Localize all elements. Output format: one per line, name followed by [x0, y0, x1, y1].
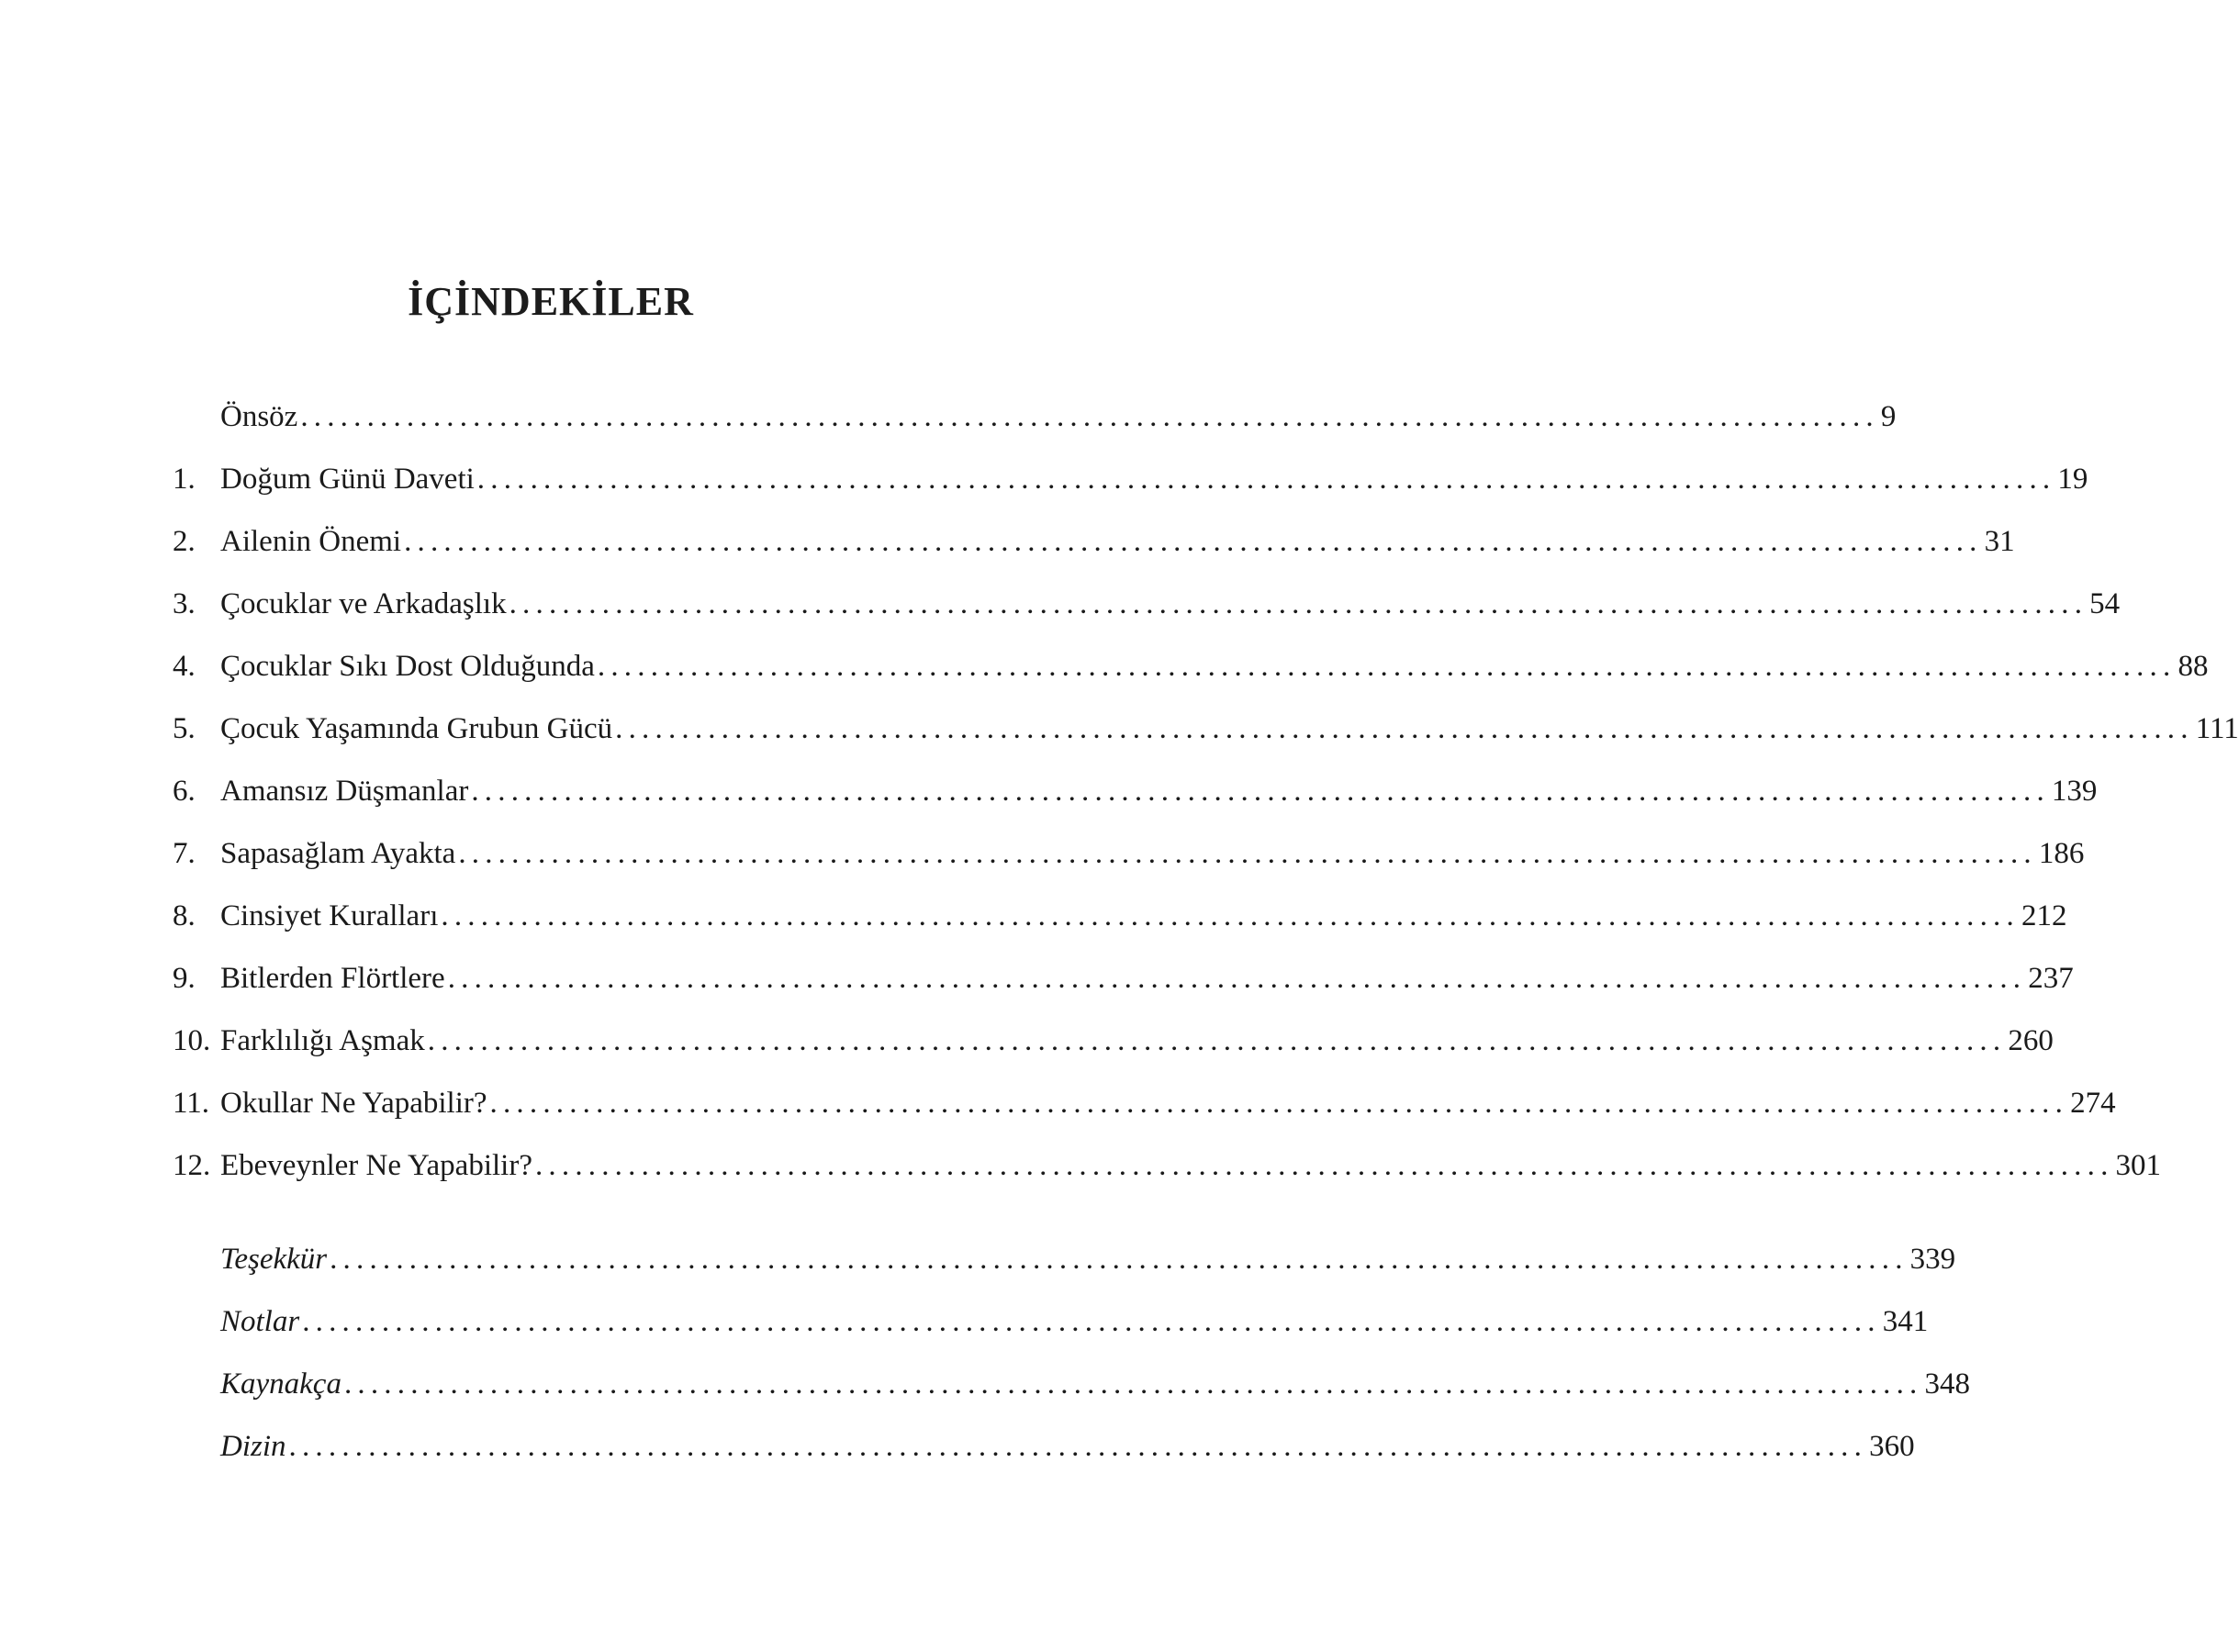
dot-leader: ....................................................................................................................... — [447, 962, 2027, 995]
toc-entry-title: Ebeveynler Ne Yapabilir? — [220, 1149, 532, 1182]
toc-entry-number: 4. — [173, 650, 196, 683]
dot-leader: ....................................................................................................................... — [509, 587, 2088, 620]
toc-entry-page: 31 — [1984, 525, 2015, 558]
toc-entry-chapter-5[interactable] — [173, 710, 2239, 747]
toc-entry-title: Dizin — [220, 1430, 286, 1463]
page-title: İÇİNDEKİLER — [408, 279, 694, 325]
toc-entry-number: 2. — [173, 525, 196, 558]
toc-entry-page: 237 — [2028, 962, 2074, 995]
toc-entry-number: 7. — [173, 837, 196, 870]
dot-leader: ....................................................................................................................... — [534, 1149, 2114, 1182]
toc-entry-notlar[interactable] — [173, 1303, 1929, 1340]
toc-entry-page: 212 — [2021, 899, 2067, 932]
toc-entry-title: Farklılığı Aşmak — [220, 1024, 425, 1057]
dot-leader: ....................................................................................................................... — [300, 400, 1879, 433]
toc-entry-page: 54 — [2089, 587, 2121, 620]
toc-entry-tesekkur[interactable] — [173, 1241, 1956, 1278]
toc-entry-number: 12. — [173, 1149, 211, 1182]
toc-entry-page: 360 — [1869, 1430, 1915, 1463]
toc-entry-number: 3. — [173, 587, 196, 620]
dot-leader: ....................................................................................................................... — [597, 650, 2177, 683]
toc-entry-number: 5. — [173, 712, 196, 745]
toc-entry-title: Önsöz — [220, 400, 298, 433]
toc-entry-chapter-3[interactable] — [173, 586, 2121, 622]
toc-entry-chapter-11[interactable] — [173, 1085, 2116, 1122]
toc-entry-number: 8. — [173, 899, 196, 932]
toc-entry-page: 341 — [1882, 1305, 1929, 1338]
toc-entry-number: 10. — [173, 1024, 211, 1057]
toc-entry-title: Sapasağlam Ayakta — [220, 837, 456, 870]
toc-entry-page: 19 — [2057, 463, 2088, 496]
toc-entry-page: 139 — [2051, 775, 2098, 808]
dot-leader: ....................................................................................................................... — [404, 525, 1983, 558]
dot-leader: ....................................................................................................................... — [288, 1430, 1868, 1463]
toc-entry-page: 301 — [2115, 1149, 2162, 1182]
toc-entry-title: Doğum Günü Daveti — [220, 463, 475, 496]
toc-entry-page: 348 — [1924, 1367, 1971, 1401]
toc-entry-chapter-10[interactable] — [173, 1022, 2054, 1059]
toc-entry-chapter-4[interactable] — [173, 648, 2209, 685]
dot-leader: ....................................................................................................................... — [330, 1243, 1909, 1276]
toc-entry-title: Amansız Düşmanlar — [220, 775, 469, 808]
toc-entry-dizin[interactable] — [173, 1428, 1915, 1465]
toc-entry-chapter-12[interactable] — [173, 1147, 2162, 1184]
toc-entry-page: 111 — [2195, 712, 2239, 745]
toc-entry-title: Teşekkür — [220, 1243, 328, 1276]
dot-leader: ....................................................................................................................... — [302, 1305, 1881, 1338]
toc-entry-page: 260 — [2008, 1024, 2054, 1057]
toc-entry-title: Bitlerden Flörtlere — [220, 962, 445, 995]
dot-leader: ....................................................................................................................... — [615, 712, 2194, 745]
toc-entry-page: 274 — [2070, 1087, 2116, 1120]
dot-leader: ....................................................................................................................... — [476, 463, 2056, 496]
toc-entry-title: Cinsiyet Kuralları — [220, 899, 439, 932]
toc-entry-chapter-8[interactable] — [173, 898, 2067, 934]
toc-entry-title: Okullar Ne Yapabilir? — [220, 1087, 487, 1120]
toc-entry-title: Kaynakça — [220, 1367, 341, 1401]
toc-entry-title: Çocuklar Sıkı Dost Olduğunda — [220, 650, 595, 683]
toc-entry-number: 1. — [173, 463, 196, 496]
dot-leader: ....................................................................................................................... — [427, 1024, 2007, 1057]
toc-entry-title: Çocuklar ve Arkadaşlık — [220, 587, 507, 620]
toc-entry-title: Notlar — [220, 1305, 300, 1338]
toc-entry-title: Çocuk Yaşamında Grubun Gücü — [220, 712, 613, 745]
toc-entry-kaynakca[interactable] — [173, 1366, 1971, 1402]
toc-entry-number: 11. — [173, 1087, 210, 1120]
toc-entry-number: 9. — [173, 962, 196, 995]
toc-entry-page: 186 — [2038, 837, 2085, 870]
toc-entry-chapter-6[interactable] — [173, 773, 2098, 809]
toc-entry-onsoz[interactable] — [173, 398, 1897, 435]
toc-entry-number: 6. — [173, 775, 196, 808]
toc-entry-chapter-7[interactable] — [173, 835, 2085, 872]
dot-leader: ....................................................................................................................... — [489, 1087, 2069, 1120]
toc-entry-page: 339 — [1909, 1243, 1956, 1276]
toc-entry-page: 88 — [2177, 650, 2209, 683]
toc-entry-chapter-9[interactable] — [173, 960, 2074, 997]
dot-leader: ....................................................................................................................... — [441, 899, 2020, 932]
dot-leader: ....................................................................................................................... — [471, 775, 2050, 808]
toc-entry-chapter-2[interactable] — [173, 523, 2015, 560]
toc-entry-title: Ailenin Önemi — [220, 525, 402, 558]
dot-leader: ....................................................................................................................... — [458, 837, 2037, 870]
toc-entry-chapter-1[interactable] — [173, 461, 2088, 497]
toc-entry-page: 9 — [1880, 400, 1897, 433]
dot-leader: ....................................................................................................................... — [343, 1367, 1923, 1401]
